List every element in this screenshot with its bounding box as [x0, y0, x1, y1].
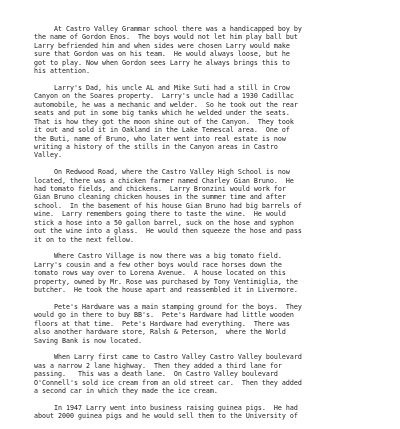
text-line: On Redwood Road, where the Castro Valley High School is now: [34, 168, 290, 177]
text-line: Larry's cousin and a few other boys would race horses down the: [34, 260, 282, 269]
text-line: seats and put in some big tanks which he welded under the seats.: [34, 109, 290, 118]
paragraph-gordon-enos: [34, 25, 382, 76]
paragraph-redwood-road: [34, 168, 382, 244]
text-line: Larry befriended him and when sides were chosen Larry would make: [34, 41, 290, 50]
text-line: Canyon on the Soares property. Larry's uncle had a 1930 Cadillac: [34, 92, 294, 101]
text-line: sure that Gordon was on his team. He would always loose, but he: [34, 50, 290, 59]
text-line: automobile, he was a mechanic and welder. So he took out the rear: [34, 100, 298, 109]
text-line: Pete's Hardware was a main stamping ground for the boys. They: [34, 302, 302, 311]
text-line: his attention.: [34, 67, 90, 76]
text-line: was a narrow 2 lane highway. Then they added a third lane for: [34, 361, 282, 370]
text-line: it on to the next fellow.: [34, 235, 134, 244]
text-line: located, there was a chicken farmer named Charley Gian Bruno. He: [34, 176, 294, 185]
text-line: the Buti, name of Bruno, who later went into real estate is now: [34, 134, 286, 143]
text-line: butcher. He took the house apart and reassembled it in Livermore.: [34, 286, 298, 295]
text-line: Larry's Dad, his uncle AL and Mike Suti had a still in Crow: [34, 83, 290, 92]
text-line: floors at that time. Pete's Hardware had everything. There was: [34, 319, 290, 328]
text-line: property, owned by Mr. Rose was purchased by Tony Ventimiglia, the: [34, 277, 298, 286]
text-line: Saving Bank is now located.: [34, 336, 142, 345]
text-line: it out and sold it in Oakland in the Lake Temescal area. One of: [34, 126, 290, 135]
text-line: O'Connell's sold ice cream from an old street car. Then they added: [34, 378, 302, 387]
paragraph-still-crow-canyon: [34, 84, 382, 160]
text-line: also another hardware store, Ralsh & Peterson, where the World: [34, 328, 286, 337]
text-line: the name of Gordon Enos. The boys would not let him play ball but: [34, 33, 298, 42]
paragraph-castro-village: [34, 252, 382, 294]
text-line: had tomato fields, and chickens. Larry Bronzini would work for: [34, 185, 286, 194]
text-line: a second car in which they made the ice cream.: [34, 387, 218, 396]
text-line: about 2000 guinea pigs and he would sell them to the University of: [34, 412, 298, 421]
text-line: wine. Larry remembers going there to taste the wine. He would: [34, 210, 286, 219]
text-line: Where Castro Village is now there was a big tomato field.: [34, 252, 282, 261]
text-line: school. In the basement of his house Gian Bruno had big barrels of: [34, 201, 302, 210]
text-line: writing a history of the stills in the Canyon areas in Castro: [34, 142, 278, 151]
text-line: In 1947 Larry went into business raising guinea pigs. He had: [34, 403, 298, 412]
text-line: got to play. Now when Gordon sees Larry he always brings this to: [34, 58, 290, 67]
text-line: would go in there to buy BB's. Pete's Hardware had little wooden: [34, 311, 294, 320]
paragraph-guinea-pigs: [34, 404, 382, 421]
document-body: [34, 25, 382, 429]
text-line: passing. This was a death lane. On Castro Valley boulevard: [34, 370, 278, 379]
text-line: At Castro Valley Grammar school there was a handicapped boy by: [34, 25, 302, 33]
text-line: When Larry first came to Castro Valley Castro Valley boulevard: [34, 353, 302, 362]
text-line: out the wine into a glass. He would then squeeze the hose and pass: [34, 227, 302, 236]
text-line: Valley.: [34, 151, 62, 160]
text-line: tomato rows way over to Lorena Avenue. A house located on this: [34, 269, 286, 278]
paragraph-castro-valley-boulevard: [34, 353, 382, 395]
text-line: Gian Bruno cleaning chicken houses in the summer time and after: [34, 193, 286, 202]
text-line: stick a hose into a 50 gallon barrel, suck on the hose and syphon: [34, 218, 294, 227]
paragraph-petes-hardware: [34, 303, 382, 345]
text-line: That is how they got the moon shine out of the Canyon. They took: [34, 117, 294, 126]
